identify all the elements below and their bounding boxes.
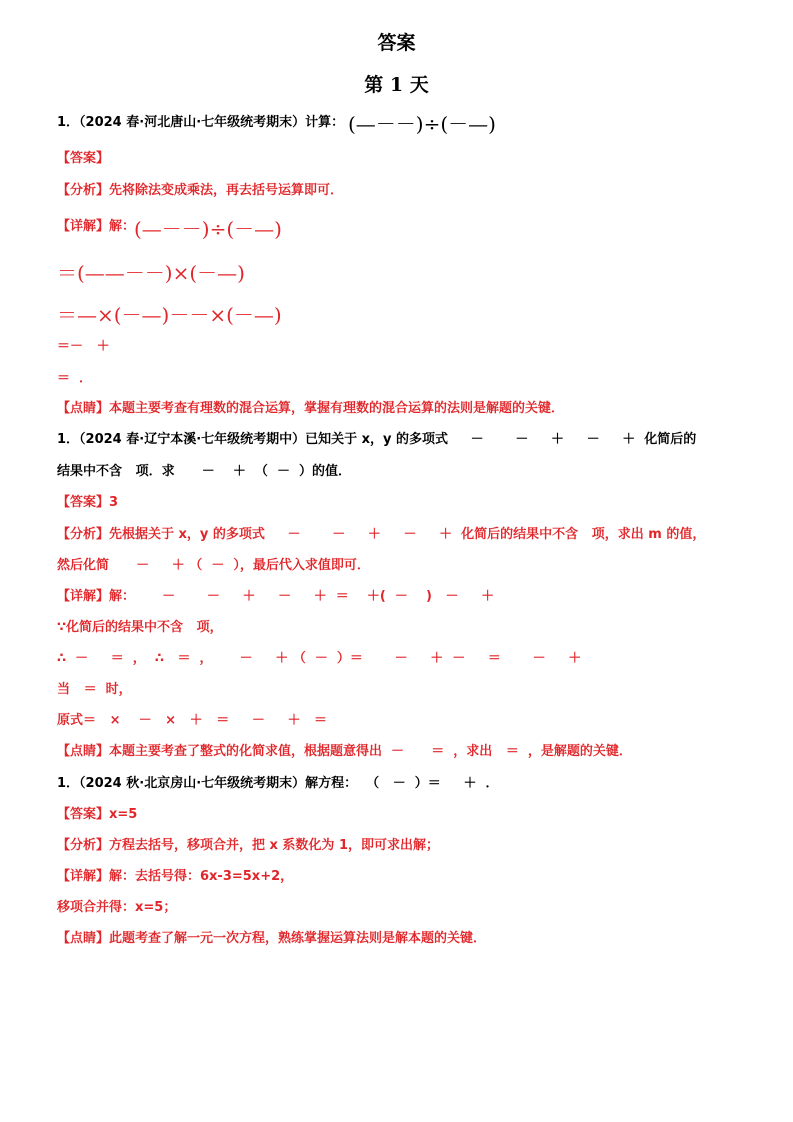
q1-detail-label: 【详解】解： [57, 219, 136, 234]
q3-answer: 【答案】x=5 [57, 807, 138, 822]
q1-step-2: ＝—×(－—)－－×(－—) [57, 303, 282, 327]
q2-comment: 【点睛】本题主要考查了整式的化简求值，根据题意得出 － ＝ ，求出 ＝ ，是解题的关键． [57, 744, 632, 759]
q2-detail-step-3: 当 ＝ 时， [57, 682, 132, 697]
page-title: 答案 [377, 32, 416, 54]
q3-analysis: 【分析】方程去括号，移项合并，把 x 系数化为 1，即可求出解； [57, 838, 440, 853]
q1-detail-expression: (—－－)÷(－—) [134, 217, 282, 241]
q2-detail: 【详解】解： － － ＋ － ＋ ＝ ＋( － ) － ＋ [57, 589, 495, 604]
q1-step-1: ＝(——－－)×(－—) [57, 261, 245, 285]
q2-answer: 【答案】3 [57, 495, 119, 510]
q2-prompt-line-1: 1．（2024 春·辽宁本溪·七年级统考期中）已知关于 x，y 的多项式 － － ＋ － ＋ 化简后的 [57, 432, 697, 447]
q3-comment: 【点睛】此题考查了解一元一次方程，熟练掌握运算法则是解本题的关键． [57, 931, 487, 946]
q1-step-4: ＝ ． [57, 371, 93, 386]
day-heading: 第 1 天 [364, 74, 429, 96]
q1-step-3: ＝－ ＋ [57, 339, 110, 354]
q2-detail-step-2: ∴ － ＝ ， ∴ ＝ ， － ＋ （ － ）＝ － ＋ － ＝ － ＋ [57, 651, 582, 666]
q1-prompt: 1．（2024 春·河北唐山·七年级统考期末）计算： [57, 115, 345, 130]
q1-analysis: 【分析】先将除法变成乘法，再去括号运算即可． [57, 183, 344, 198]
q2-detail-step-4: 原式＝ × － × ＋ ＝ － ＋ ＝ [57, 713, 328, 728]
q3-merge-step: 移项合并得：x=5； [57, 900, 177, 915]
q3-detail: 【详解】解：去括号得：6x-3=5x+2， [57, 869, 294, 884]
q1-expression: (—－－)÷(－—) [348, 112, 496, 136]
q1-comment: 【点睛】本题主要考查有理数的混合运算，掌握有理数的混合运算的法则是解题的关键． [57, 401, 565, 416]
q2-analysis-line-2: 然后化简 － ＋ （ － ），最后代入求值即可． [57, 558, 370, 573]
q2-analysis-line-1: 【分析】先根据关于 x，y 的多项式 － － ＋ － ＋ 化简后的结果中不含 项，求出 m 的值， [57, 527, 706, 542]
q3-prompt: 1．（2024 秋·北京房山·七年级统考期末）解方程： （ － ）＝ ＋ ． [57, 776, 499, 791]
q2-detail-step-1: ∵化简后的结果中不含 项， [57, 620, 223, 635]
q1-answer-label: 【答案】 [57, 151, 110, 166]
q2-prompt-line-2: 结果中不含 项．求 － ＋ （ － ）的值． [57, 464, 351, 479]
